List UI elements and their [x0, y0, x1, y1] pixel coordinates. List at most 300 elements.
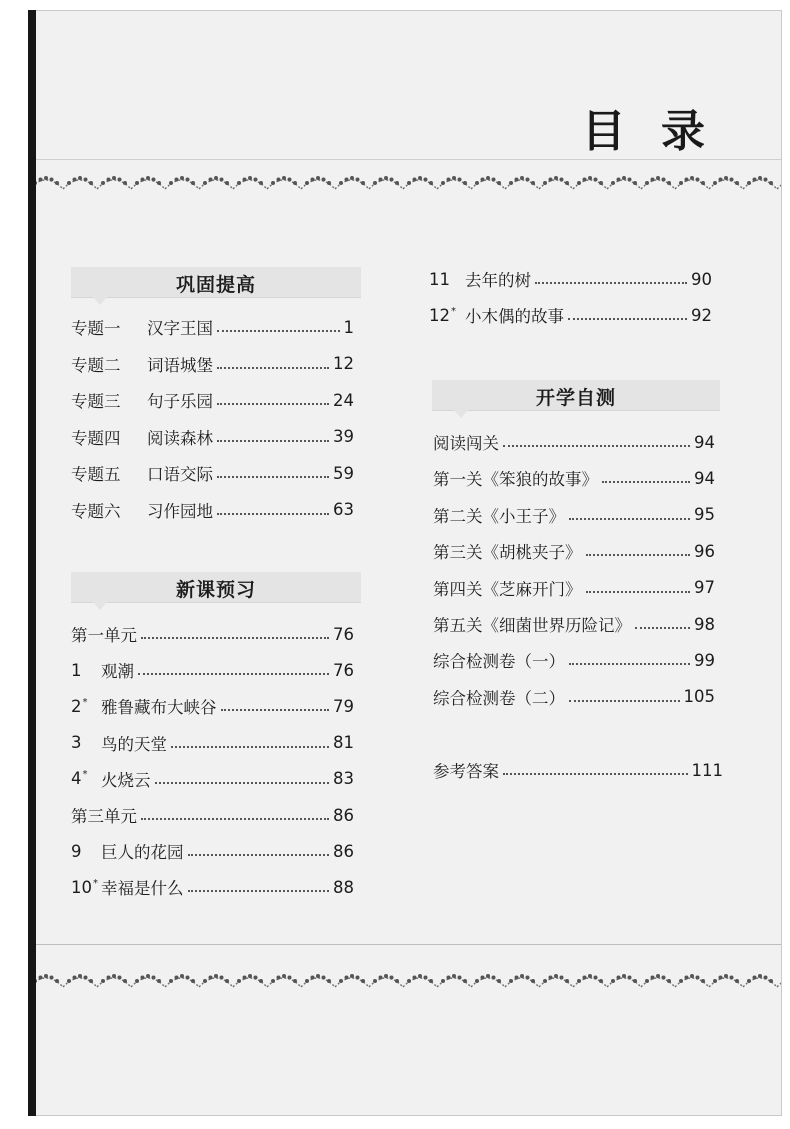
toc-number: 专题五	[71, 465, 121, 484]
lace-dot	[390, 177, 394, 181]
lace-dot	[645, 979, 649, 983]
lace-dot	[282, 974, 286, 978]
lace-dot	[44, 176, 48, 180]
lace-dot	[685, 177, 689, 181]
leader-dots	[503, 773, 688, 775]
lace-dot	[463, 181, 467, 185]
lace-dot	[356, 177, 360, 181]
toc-entry[interactable]	[433, 684, 715, 710]
lace-dot	[407, 181, 411, 185]
toc-page-number: 86	[333, 805, 354, 825]
lace-dot	[526, 975, 530, 979]
lace-dot	[327, 979, 331, 983]
lace-dot	[549, 177, 553, 181]
leader-dots	[569, 518, 690, 520]
lace-dot	[463, 979, 467, 983]
toc-page-number: 76	[333, 660, 354, 680]
toc-title: 综合检测卷（一）	[433, 652, 565, 672]
lace-dot	[735, 181, 739, 185]
lace-dot	[395, 181, 399, 185]
lace-dot	[78, 974, 82, 978]
toc-entry[interactable]	[71, 387, 354, 413]
toc-entry[interactable]	[433, 502, 715, 528]
lace-dot	[305, 979, 309, 983]
toc-page-number: 12	[333, 354, 354, 373]
toc-entry[interactable]	[71, 314, 354, 340]
lace-dot	[662, 177, 666, 181]
lace-dot	[497, 181, 501, 185]
toc-title: 句子乐园	[147, 392, 213, 411]
header-rule	[29, 159, 781, 160]
lace-dot	[458, 177, 462, 181]
lace-dot	[373, 181, 377, 185]
lace-dot	[543, 979, 547, 983]
toc-title: 巨人的花园	[101, 843, 184, 863]
lace-dot	[429, 979, 433, 983]
toc-page-number: 76	[333, 624, 354, 644]
lace-dot	[141, 177, 145, 181]
section-heading-kaixue: 开学自测	[432, 380, 720, 411]
leader-dots	[217, 440, 329, 442]
lace-dot	[169, 181, 173, 185]
leader-dots	[171, 746, 329, 748]
lace-dot	[157, 979, 161, 983]
lace-dot	[764, 177, 768, 181]
lace-dot	[220, 177, 224, 181]
lace-dot	[311, 975, 315, 979]
leader-dots	[188, 890, 330, 892]
lace-dot	[214, 974, 218, 978]
toc-entry[interactable]	[71, 730, 354, 756]
lace-dot	[758, 974, 762, 978]
lace-dot	[123, 979, 127, 983]
toc-entry[interactable]	[71, 621, 354, 647]
lace-dot	[339, 181, 343, 185]
toc-page-number: 105	[683, 687, 715, 707]
lace-dot	[667, 979, 671, 983]
lace-dot	[225, 979, 229, 983]
lace-dot	[39, 975, 43, 979]
lace-scallop	[777, 978, 781, 987]
section-heading-gonggu: 巩固提高	[71, 267, 361, 298]
lace-dot	[84, 975, 88, 979]
toc-number: 专题三	[71, 392, 121, 411]
lace-dot	[531, 979, 535, 983]
toc-entry[interactable]	[71, 497, 354, 523]
toc-title: 习作园地	[147, 501, 213, 521]
lace-dot	[651, 975, 655, 979]
lace-dot	[497, 979, 501, 983]
lace-dot	[243, 177, 247, 181]
lace-dot	[243, 975, 247, 979]
lace-dot	[730, 177, 734, 181]
lace-dot	[633, 979, 637, 983]
lace-dot	[152, 177, 156, 181]
lace-dot	[254, 975, 258, 979]
toc-page-number: 63	[333, 500, 354, 519]
lace-dot	[617, 177, 621, 181]
lace-dot	[656, 974, 660, 978]
toc-page-number: 94	[694, 468, 715, 488]
toc-number: 专题二	[71, 355, 121, 375]
toc-number: 12*	[429, 305, 456, 325]
lace-dot	[39, 177, 43, 181]
lace-dot	[769, 979, 773, 983]
toc-entry[interactable]	[71, 424, 354, 450]
optional-lesson-mark: *	[82, 769, 88, 781]
lace-dot	[288, 975, 292, 979]
lace-dot	[481, 177, 485, 181]
toc-number: 9	[71, 841, 82, 861]
lace-dot	[141, 975, 145, 979]
lace-dot	[662, 975, 666, 979]
lace-dot	[277, 975, 281, 979]
lace-dot	[515, 975, 519, 979]
lace-dot	[509, 979, 513, 983]
lace-dot	[379, 177, 383, 181]
lace-dot	[112, 176, 116, 180]
lace-dot	[322, 975, 326, 979]
toc-title: 口语交际	[147, 465, 213, 484]
toc-entry[interactable]	[433, 575, 715, 601]
leader-dots	[635, 627, 690, 629]
lace-dot	[339, 979, 343, 983]
lace-dot	[55, 979, 59, 983]
toc-entry[interactable]	[71, 693, 354, 719]
lace-dot	[554, 974, 558, 978]
toc-entry[interactable]	[71, 874, 354, 900]
lace-dot	[560, 975, 564, 979]
lace-dot	[78, 176, 82, 180]
lace-dot	[379, 975, 383, 979]
lace-dot	[628, 177, 632, 181]
lace-dot	[254, 177, 258, 181]
lace-dot	[441, 181, 445, 185]
lace-dot	[724, 974, 728, 978]
toc-number: 专题四	[71, 428, 121, 448]
lace-dot	[753, 975, 757, 979]
lace-dot	[735, 979, 739, 983]
lace-dot	[107, 975, 111, 979]
lace-dot	[656, 176, 660, 180]
lace-dot	[724, 176, 728, 180]
lace-dot	[447, 975, 451, 979]
toc-title: 幸福是什么	[101, 879, 184, 899]
book-page	[28, 10, 782, 1116]
lace-dot	[311, 177, 315, 181]
toc-entry[interactable]	[71, 766, 354, 792]
toc-page-number: 99	[694, 650, 715, 670]
lace-dot	[764, 975, 768, 979]
lace-dot	[549, 975, 553, 979]
lace-dot	[429, 181, 433, 185]
toc-page-number: 59	[333, 463, 354, 483]
lace-dot	[747, 979, 751, 983]
lace-dot	[271, 181, 275, 185]
lace-dot	[617, 975, 621, 979]
lace-dot	[191, 979, 195, 983]
lace-dot	[345, 975, 349, 979]
lace-dot	[175, 975, 179, 979]
lace-dot	[486, 974, 490, 978]
lace-dot	[565, 979, 569, 983]
lace-dot	[520, 176, 524, 180]
toc-title: 阅读闯关	[433, 434, 499, 453]
lace-dot	[458, 975, 462, 979]
lace-dot	[277, 177, 281, 181]
lace-dot	[259, 979, 263, 983]
lace-dot	[44, 974, 48, 978]
lace-dot	[322, 177, 326, 181]
toc-title: 第二关《小王子》	[433, 506, 565, 526]
toc-title: 去年的树	[465, 271, 531, 290]
lace-dot	[169, 979, 173, 983]
lace-dot	[730, 975, 734, 979]
lace-dot	[622, 176, 626, 180]
page-title: 目 录	[581, 106, 715, 157]
lace-dot	[690, 176, 694, 180]
lace-dot	[447, 177, 451, 181]
toc-entry[interactable]	[433, 465, 715, 491]
toc-page-number: 98	[694, 614, 715, 634]
lace-dot	[345, 177, 349, 181]
lace-dot	[611, 181, 615, 185]
lace-dot	[651, 177, 655, 181]
toc-entry[interactable]	[71, 657, 354, 683]
lace-dot	[413, 975, 417, 979]
toc-title: 第五关《细菌世界历险记》	[433, 616, 631, 635]
lace-dot	[152, 975, 156, 979]
lace-dot	[667, 181, 671, 185]
optional-lesson-mark: *	[93, 877, 98, 889]
toc-entry[interactable]	[433, 647, 715, 673]
toc-title: 鸟的天堂	[101, 734, 167, 754]
toc-page-number: 95	[694, 505, 715, 525]
lace-dot	[588, 974, 592, 978]
lace-dot	[356, 975, 360, 979]
toc-title: 第三关《胡桃夹子》	[433, 543, 582, 563]
footer-rule	[29, 944, 781, 945]
lace-dot	[112, 974, 116, 978]
leader-dots	[568, 318, 687, 320]
toc-entry[interactable]	[71, 838, 354, 864]
lace-dot	[186, 177, 190, 181]
toc-title: 雅鲁藏布大峡谷	[101, 698, 217, 718]
toc-page-number: 24	[333, 390, 354, 410]
toc-title: 第三单元	[71, 807, 137, 826]
book-spine	[28, 10, 36, 1116]
toc-title: 第一关《笨狼的故事》	[433, 470, 598, 490]
toc-title: 小木偶的故事	[465, 307, 564, 326]
toc-number: 专题一	[71, 319, 121, 338]
lace-dot	[424, 975, 428, 979]
toc-title: 火烧云	[101, 770, 151, 790]
lace-dot	[747, 181, 751, 185]
lace-dot	[690, 974, 694, 978]
lace-dot	[475, 979, 479, 983]
toc-entry[interactable]	[433, 611, 715, 637]
bottom-lace-border	[29, 967, 781, 993]
leader-dots	[155, 782, 330, 784]
lace-dot	[146, 176, 150, 180]
lace-dot	[384, 176, 388, 180]
lace-dot	[565, 181, 569, 185]
lace-dot	[101, 979, 105, 983]
lace-dot	[577, 979, 581, 983]
lace-dot	[203, 181, 207, 185]
lace-dot	[520, 974, 524, 978]
toc-page-number: 94	[694, 432, 715, 452]
toc-page-number: 92	[691, 305, 712, 325]
lace-dot	[583, 177, 587, 181]
lace-dot	[237, 979, 241, 983]
lace-dot	[753, 177, 757, 181]
lace-dot	[713, 181, 717, 185]
leader-dots	[586, 554, 691, 556]
section-heading-xinke: 新课预习	[71, 572, 361, 603]
lace-dot	[123, 181, 127, 185]
lace-dot	[350, 974, 354, 978]
leader-dots	[217, 330, 340, 332]
lace-dot	[373, 979, 377, 983]
lace-dot	[248, 176, 252, 180]
lace-dot	[560, 177, 564, 181]
lace-dot	[594, 975, 598, 979]
lace-dot	[135, 979, 139, 983]
lace-dot	[191, 181, 195, 185]
toc-entry[interactable]	[433, 538, 715, 564]
toc-title: 第一单元	[71, 626, 137, 645]
toc-number: 3	[71, 733, 82, 753]
toc-entry[interactable]	[433, 429, 715, 455]
lace-dot	[452, 974, 456, 978]
leader-dots	[217, 476, 329, 478]
leader-dots	[188, 854, 330, 856]
lace-dot	[327, 181, 331, 185]
lace-dot	[180, 176, 184, 180]
leader-dots	[586, 591, 691, 593]
lace-dot	[679, 181, 683, 185]
lace-dot	[645, 181, 649, 185]
toc-number: 1	[71, 660, 82, 680]
lace-dot	[259, 181, 263, 185]
toc-entry[interactable]	[71, 802, 354, 828]
lace-dot	[679, 979, 683, 983]
lace-dot	[526, 177, 530, 181]
leader-dots	[217, 513, 329, 515]
lace-dot	[248, 974, 252, 978]
lace-dot	[361, 181, 365, 185]
lace-dot	[214, 176, 218, 180]
toc-page-number: 1	[343, 317, 354, 337]
lace-dot	[701, 979, 705, 983]
toc-entry[interactable]	[71, 460, 354, 486]
lace-dot	[611, 979, 615, 983]
toc-entry[interactable]	[71, 351, 354, 377]
leader-dots	[569, 700, 680, 702]
toc-page-number: 90	[691, 269, 712, 289]
lace-dot	[424, 177, 428, 181]
lace-dot	[225, 181, 229, 185]
lace-dot	[758, 176, 762, 180]
optional-lesson-mark: *	[451, 305, 456, 317]
leader-dots	[503, 445, 690, 447]
lace-dot	[118, 177, 122, 181]
lace-dot	[146, 974, 150, 978]
lace-dot	[118, 975, 122, 979]
toc-page-number: 83	[333, 769, 354, 789]
lace-dot	[701, 181, 705, 185]
lace-dot	[316, 176, 320, 180]
lace-dot	[588, 176, 592, 180]
lace-dot	[492, 975, 496, 979]
lace-dot	[395, 979, 399, 983]
lace-dot	[50, 975, 54, 979]
lace-dot	[209, 975, 213, 979]
lace-dot	[175, 177, 179, 181]
lace-dot	[418, 176, 422, 180]
lace-dot	[350, 176, 354, 180]
toc-page-number: 96	[694, 541, 715, 561]
lace-dot	[599, 979, 603, 983]
lace-dot	[622, 974, 626, 978]
lace-dot	[67, 979, 71, 983]
leader-dots	[217, 403, 329, 405]
lace-dot	[305, 181, 309, 185]
toc-number: 4*	[71, 769, 88, 789]
toc-page-number: 39	[333, 427, 354, 446]
lace-dot	[293, 979, 297, 983]
top-lace-border	[29, 169, 781, 195]
lace-dot	[407, 979, 411, 983]
lace-dot	[282, 176, 286, 180]
lace-dot	[271, 979, 275, 983]
lace-dot	[135, 181, 139, 185]
leader-dots	[141, 637, 329, 639]
lace-dot	[180, 974, 184, 978]
lace-dot	[293, 181, 297, 185]
lace-dot	[685, 975, 689, 979]
lace-dot	[361, 979, 365, 983]
lace-dot	[157, 181, 161, 185]
toc-entry-answers[interactable]: 参考答案 111	[433, 760, 723, 781]
lace-dot	[101, 181, 105, 185]
lace-dot	[73, 975, 77, 979]
toc-title: 词语城堡	[147, 355, 213, 375]
toc-entry[interactable]	[429, 302, 712, 328]
toc-number: 2*	[71, 696, 88, 716]
lace-dot	[50, 177, 54, 181]
lace-dot	[719, 975, 723, 979]
toc-entry[interactable]	[429, 266, 712, 292]
toc-title: 综合检测卷（二）	[433, 688, 565, 708]
toc-number: 10*	[71, 877, 98, 897]
lace-dot	[696, 177, 700, 181]
leader-dots	[221, 709, 330, 711]
lace-dot	[67, 181, 71, 185]
toc-title: 汉字王国	[147, 319, 213, 338]
lace-dot	[543, 181, 547, 185]
lace-dot	[84, 177, 88, 181]
toc-page-number: 97	[694, 578, 715, 598]
lace-dot	[492, 177, 496, 181]
lace-dot	[769, 181, 773, 185]
lace-dot	[481, 975, 485, 979]
toc-title: 第四关《芝麻开门》	[433, 579, 582, 599]
lace-dot	[288, 177, 292, 181]
lace-dot	[628, 975, 632, 979]
leader-dots	[535, 282, 687, 284]
